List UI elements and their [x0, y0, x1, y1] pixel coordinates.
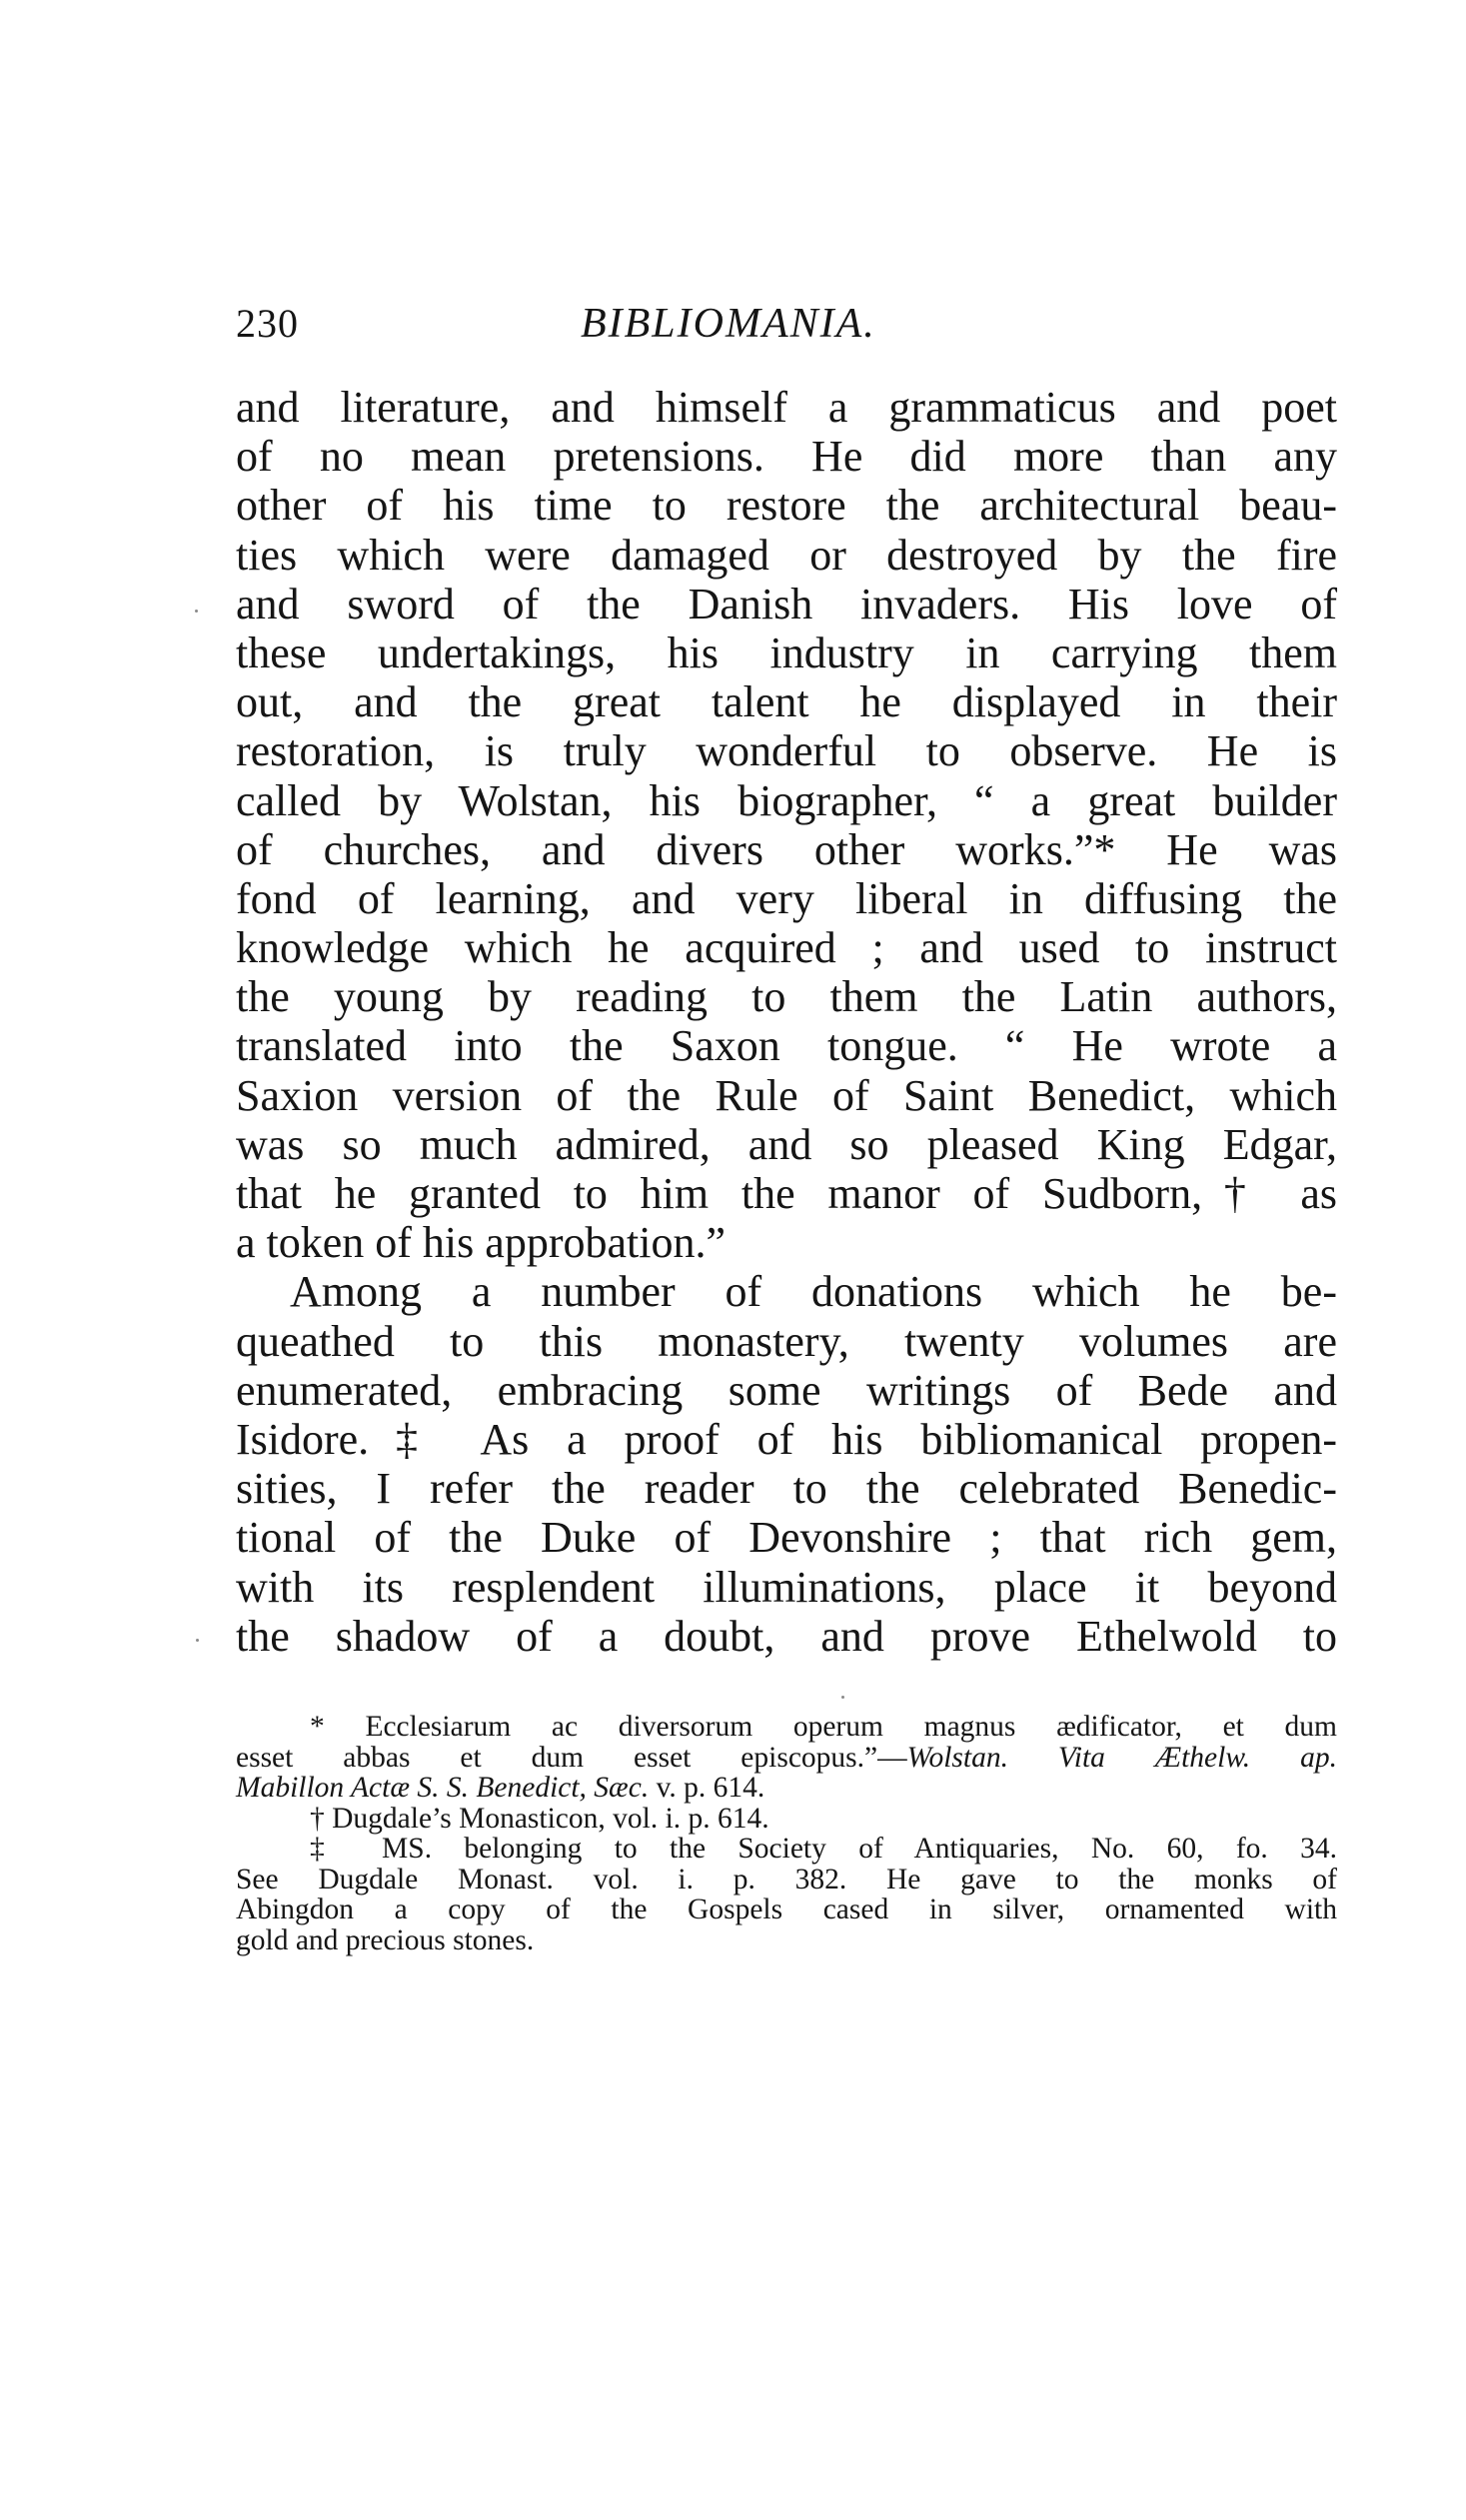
footnote-2: † Dugdale’s Monasticon, vol. i. p. 614.	[310, 1802, 769, 1835]
text-line: that he granted to him the manor of Sudborn,† as	[236, 1169, 1337, 1218]
paper-speck	[841, 1696, 844, 1699]
text-line: the shadow of a doubt, and prove Ethelwold to	[236, 1611, 1337, 1661]
paper-speck	[195, 610, 198, 613]
footnote-1-line: * Ecclesiarum ac diversorum operum magnus ædificator, et dum	[310, 1711, 1337, 1743]
text-line: Saxion version of the Rule of Saint Benedict, which	[236, 1070, 1337, 1120]
text-line: of churches, and divers other works.”* He was	[236, 824, 1337, 874]
footnote-3-line: gold and precious stones.	[236, 1923, 535, 1956]
paragraph-end-line: a token of his approbation.”	[236, 1218, 726, 1268]
footnote-1-text: esset abbas et dum esset episcopus.”—	[236, 1741, 907, 1774]
footnote-1-line	[236, 1773, 1337, 1804]
footnote-3-line: ‡ MS. belonging to the Society of Antiquaries, No. 60, fo. 34.	[310, 1833, 1337, 1865]
text-line: with its resplendent illuminations, place it beyond	[236, 1562, 1337, 1612]
text-line: other of his time to restore the architectural beau-	[236, 481, 1337, 531]
text-line: sities, I refer the reader to the celebrated Benedic-	[236, 1464, 1337, 1514]
text-line: Isidore.‡ As a proof of his bibliomanical propen-	[236, 1414, 1337, 1464]
footnote-1-line	[236, 1743, 1337, 1774]
text-line: fond of learning, and very liberal in diffusing the	[236, 873, 1337, 923]
text-line: and literature, and himself a grammaticus and poet	[236, 383, 1337, 432]
page-number: 230	[236, 301, 299, 346]
text-line: ties which were damaged or destroyed by the fire	[236, 530, 1337, 580]
running-title: BIBLIOMANIA.	[581, 301, 876, 347]
paragraph-start-line: Among a number of donations which he be-	[290, 1267, 1337, 1317]
text-line: tional of the Duke of Devonshire ; that rich gem,	[236, 1513, 1337, 1563]
text-line: restoration, is truly wonderful to observe. He is	[236, 726, 1337, 776]
paper-speck	[196, 1639, 199, 1642]
text-line: was so much admired, and so pleased King Edgar,	[236, 1119, 1337, 1169]
footnote-1-citation: Mabillon Actæ S. S. Benedict, Sæc.	[236, 1772, 650, 1804]
text-line: the young by reading to them the Latin authors,	[236, 972, 1337, 1022]
text-line: knowledge which he acquired ; and used to instruct	[236, 923, 1337, 973]
text-line: and sword of the Danish invaders. His love of	[236, 579, 1337, 629]
text-line: of no mean pretensions. He did more than any	[236, 432, 1337, 482]
text-line: called by Wolstan, his biographer, “ a great builder	[236, 775, 1337, 825]
footnote-3-line: Abingdon a copy of the Gospels cased in silver, ornamented with	[236, 1893, 1337, 1925]
text-line: these undertakings, his industry in carrying them	[236, 628, 1337, 677]
text-line: enumerated, embracing some writings of Bede and	[236, 1365, 1337, 1415]
footnote-1-citation: Wolstan. Vita Æthelw. ap.	[906, 1741, 1337, 1774]
footnote-1-text: v. p. 614.	[649, 1772, 765, 1804]
text-line: queathed to this monastery, twenty volumes are	[236, 1316, 1337, 1366]
text-line: out, and the great talent he displayed in their	[236, 677, 1337, 727]
body-text	[236, 383, 1337, 1661]
footnotes	[236, 1712, 1337, 1955]
text-line: translated into the Saxon tongue. “ He wrote a	[236, 1021, 1337, 1071]
footnote-3-line: See Dugdale Monast. vol. i. p. 382. He gave to the monks of	[236, 1863, 1337, 1895]
running-head	[236, 300, 1335, 360]
